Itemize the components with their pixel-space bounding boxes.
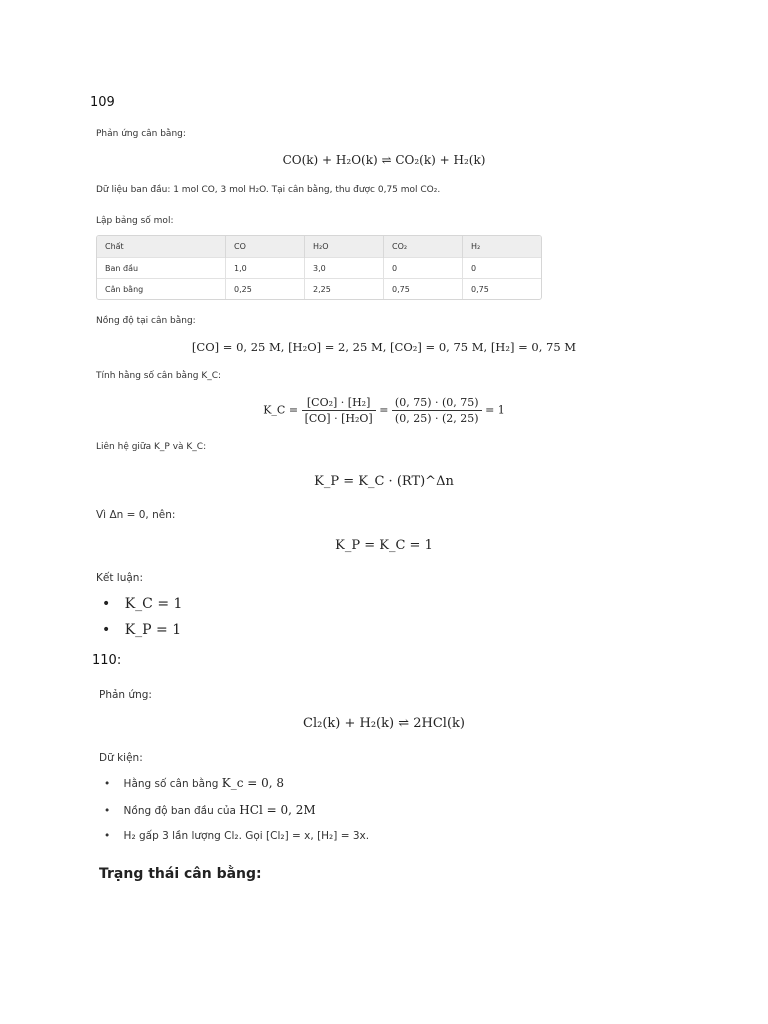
problem-number-109: 109 bbox=[90, 95, 115, 110]
kc-fraction-symbolic bbox=[302, 396, 376, 425]
concentration-equation: [CO] = 0, 25 M, [H₂O] = 2, 25 M, [CO₂] = 0, 75 M, [H₂] = 0, 75 M bbox=[191, 340, 577, 354]
table-header: H₂O bbox=[305, 236, 384, 258]
table-cell: 0 bbox=[463, 258, 542, 279]
data-item: • H₂ gấp 3 lần lượng Cl₂. Gọi [Cl₂] = x, [H₂] = 3x. bbox=[104, 830, 370, 842]
table-label: Lập bảng số mol: bbox=[96, 216, 174, 226]
fraction-numerator: (0, 75) · (0, 75) bbox=[392, 396, 482, 411]
bullet-icon: • bbox=[104, 778, 111, 790]
kc-result: = 1 bbox=[485, 403, 505, 417]
initial-data-line: Dữ liệu ban đầu: 1 mol CO, 3 mol H₂O. Tại cân bằng, thu được 0,75 mol CO₂. bbox=[96, 185, 441, 195]
data-label: Dữ kiện: bbox=[99, 752, 143, 764]
relation-equation: K_P = K_C · (RT)^Δn bbox=[314, 474, 454, 489]
kc-label: Tính hằng số cân bằng K_C: bbox=[96, 371, 222, 381]
kc-equation: K_C = $\frac{\text{[CO₂] · [H₂]}}{\text{[CO] · [H₂O]}}$ = $\frac{(0, 75) \cdot (0, 75)}{(0, 25) \cdot (2, 25)}$ = 1 bbox=[263, 396, 505, 425]
table-cell: Ban đầu bbox=[97, 258, 226, 279]
table-header: CO₂ bbox=[384, 236, 463, 258]
kp-equation: K_P = K_C = 1 bbox=[335, 538, 433, 553]
kc-fraction-numeric bbox=[392, 396, 482, 425]
section-heading: Trạng thái cân bằng: bbox=[99, 866, 262, 882]
fraction-denominator: [CO] · [H₂O] bbox=[304, 412, 373, 425]
relation-label: Liên hệ giữa K_P và K_C: bbox=[96, 442, 207, 452]
table-cell: Cân bằng bbox=[97, 279, 226, 300]
bullet-icon: • bbox=[102, 622, 111, 638]
reaction-label: Phản ứng: bbox=[99, 689, 152, 701]
bullet-icon: • bbox=[102, 596, 111, 612]
conclusion-label: Kết luận: bbox=[96, 572, 143, 584]
bullet-icon: • bbox=[104, 805, 111, 817]
table-header-row bbox=[97, 236, 541, 258]
table-cell: 1,0 bbox=[226, 258, 305, 279]
table-cell: 0,75 bbox=[463, 279, 542, 300]
fraction-numerator: [CO₂] · [H₂] bbox=[302, 396, 376, 411]
table-row bbox=[97, 279, 541, 300]
reaction-equation: Cl₂(k) + H₂(k) ⇌ 2HCl(k) bbox=[303, 716, 465, 731]
table-header: H₂ bbox=[463, 236, 542, 258]
mole-table bbox=[96, 235, 542, 300]
conclusion-item: • K_C = 1 bbox=[102, 596, 183, 612]
since-line: Vì Δn = 0, nên: bbox=[96, 509, 176, 521]
conclusion-item: • K_P = 1 bbox=[102, 622, 182, 638]
table-row bbox=[97, 258, 541, 279]
bullet-icon: • bbox=[104, 830, 111, 842]
concentration-label: Nồng độ tại cân bằng: bbox=[96, 316, 196, 326]
table-cell: 0,75 bbox=[384, 279, 463, 300]
data-item: • Nồng độ ban đầu của HCl = 0, 2M bbox=[104, 803, 316, 817]
table-cell: 3,0 bbox=[305, 258, 384, 279]
table-header: CO bbox=[226, 236, 305, 258]
fraction-denominator: (0, 25) · (2, 25) bbox=[394, 412, 479, 425]
kc-lhs: K_C = bbox=[263, 403, 299, 417]
table-cell: 0 bbox=[384, 258, 463, 279]
reaction-label: Phản ứng cân bằng: bbox=[96, 129, 186, 139]
table-header: Chất bbox=[97, 236, 226, 258]
problem-number-110: 110: bbox=[92, 653, 122, 668]
table-cell: 2,25 bbox=[305, 279, 384, 300]
table-cell: 0,25 bbox=[226, 279, 305, 300]
reaction-equation: CO(k) + H₂O(k) ⇌ CO₂(k) + H₂(k) bbox=[282, 153, 486, 167]
data-item: • Hằng số cân bằng K_c = 0, 8 bbox=[104, 776, 285, 790]
